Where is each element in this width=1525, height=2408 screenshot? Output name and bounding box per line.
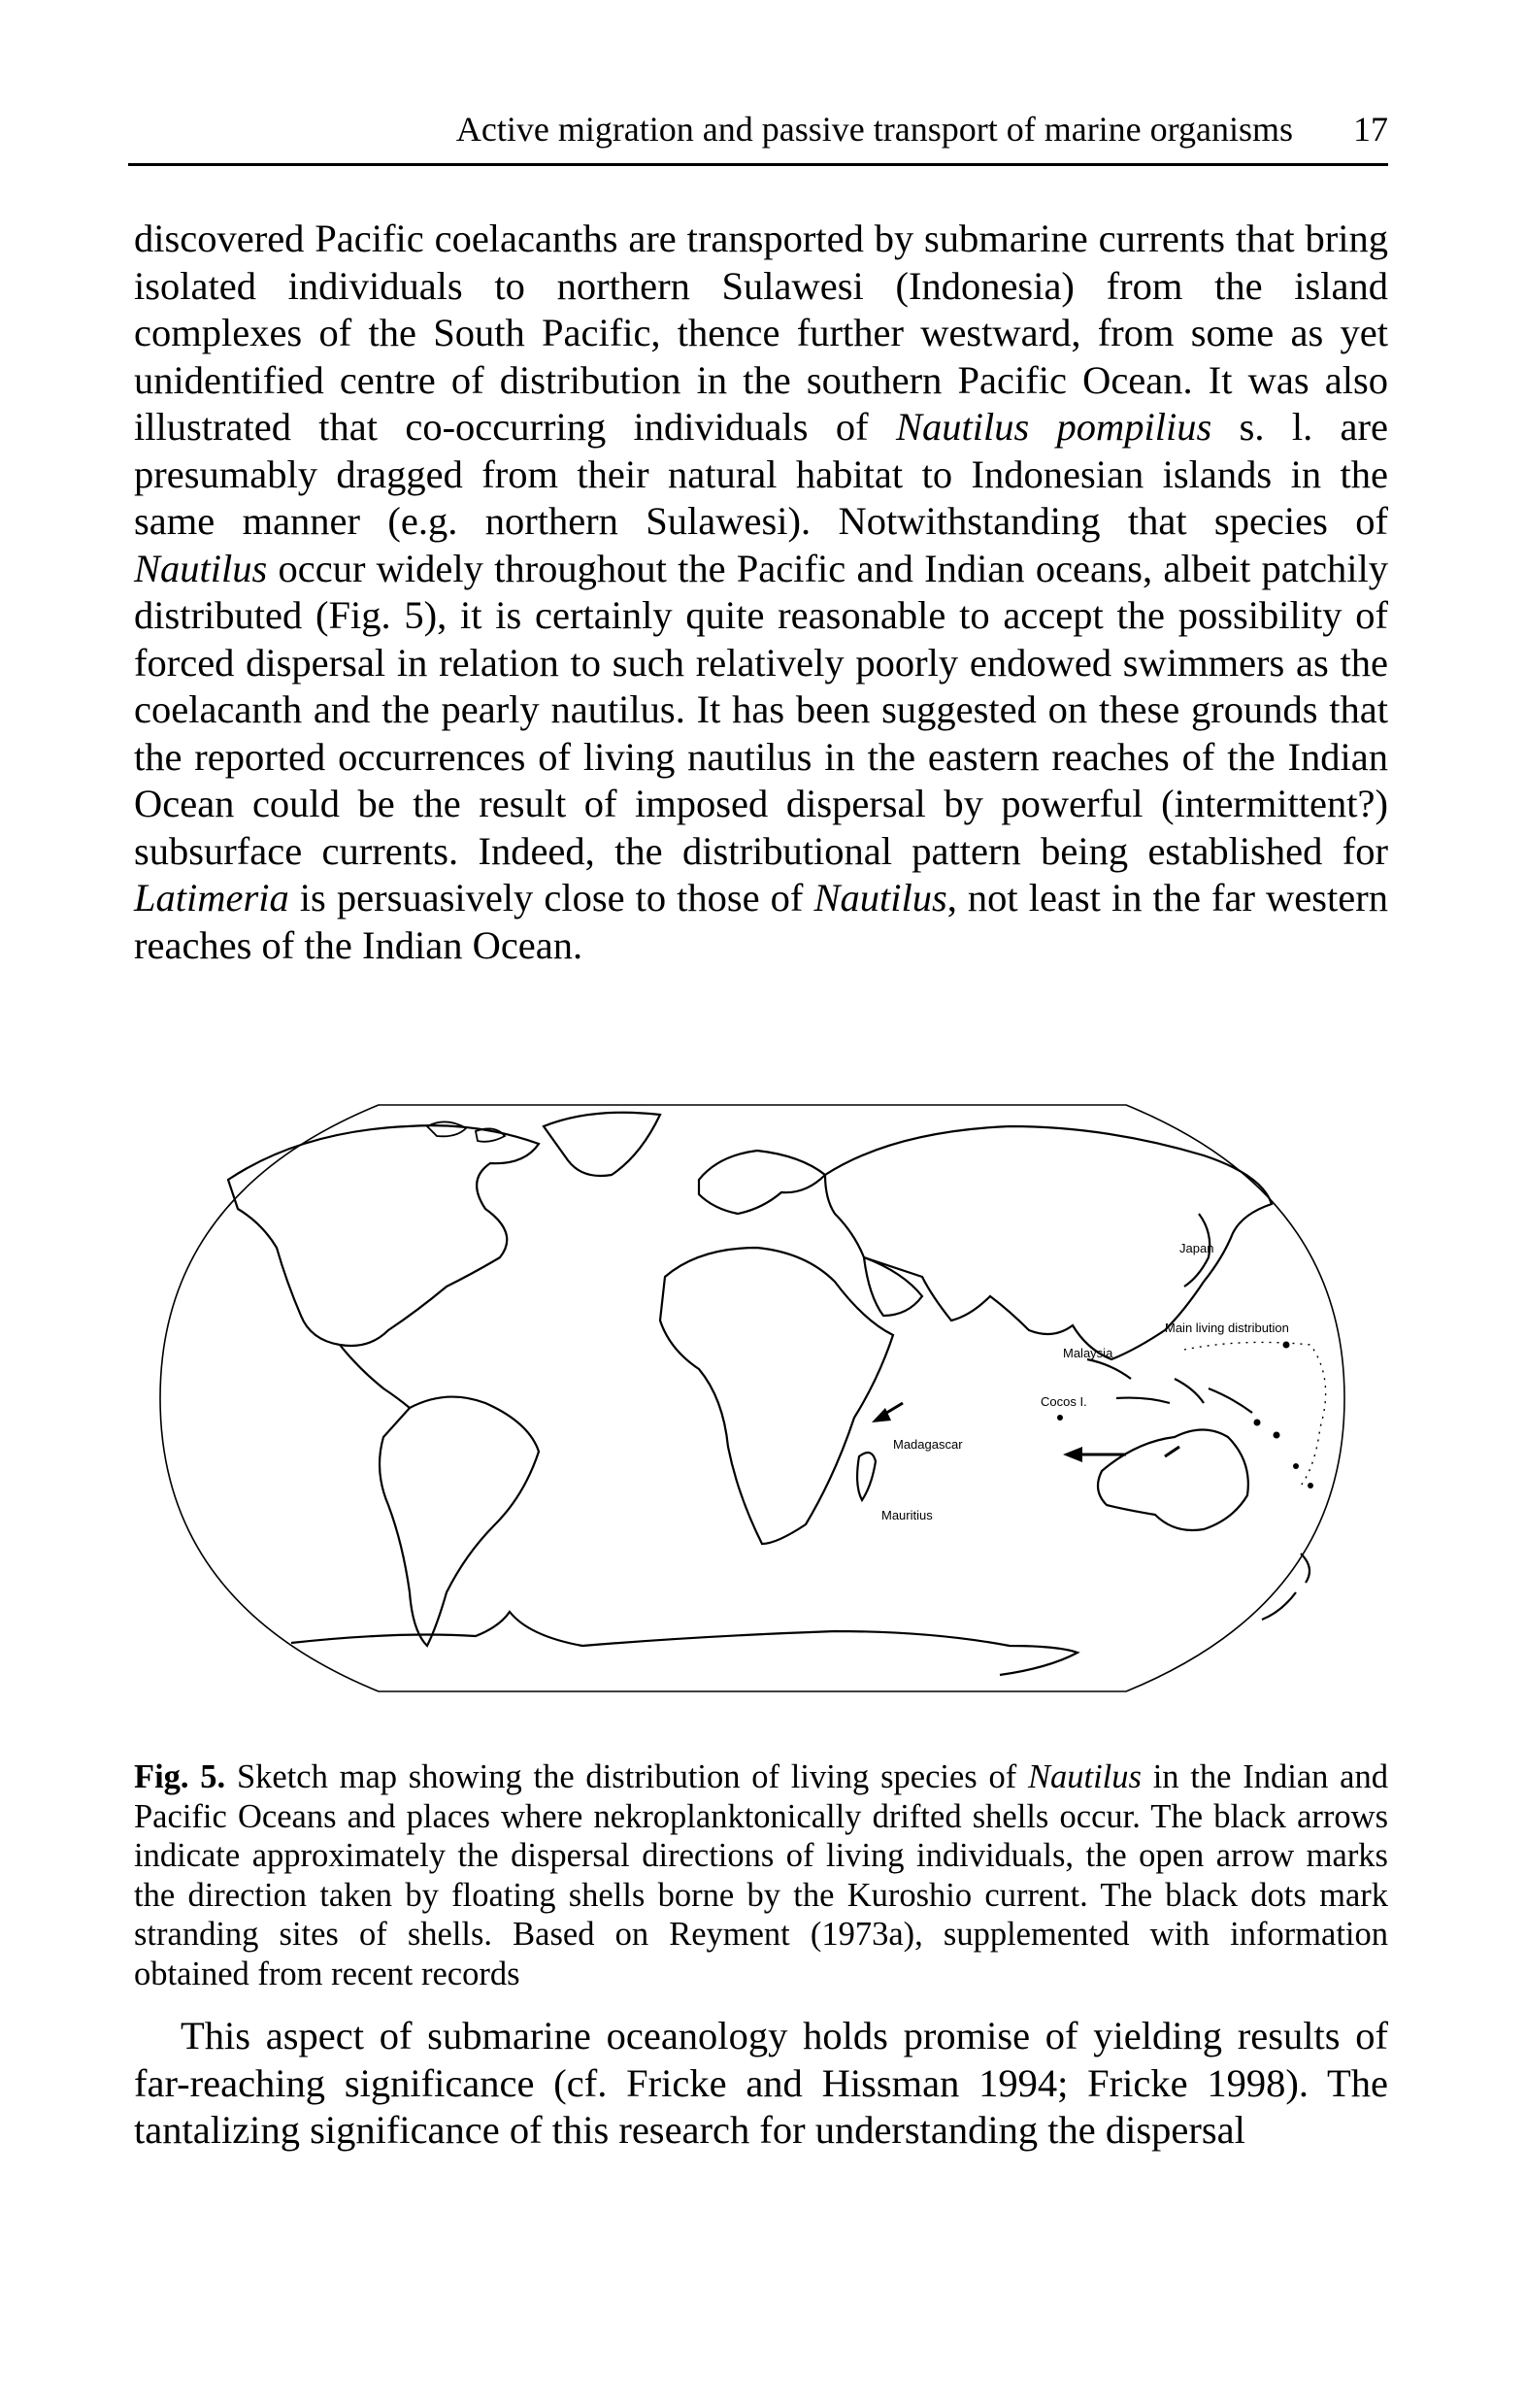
text-segment-italic: Nautilus [134, 546, 268, 590]
caption-segment: in the Indian and Pacific Oceans and places where nekroplanktonically drifted shells occur. The black arrows indicate approximately the dispersal directions of living individuals, the open arrow marks the direction taken by floating shells borne by the Kuroshio current. The black dots mark stranding sites of shells. Based on Reyment (1973a), supplemented with information obtained from recent records [134, 1758, 1388, 1992]
world-map-sketch [155, 1087, 1349, 1709]
greenland-outline [544, 1113, 660, 1176]
australia-outline [1098, 1430, 1248, 1531]
europe-outline [699, 1151, 825, 1214]
label-main-living-distribution: Main living distribution [1165, 1321, 1289, 1335]
figure-world-map [155, 1087, 1349, 1709]
figure-caption [134, 1757, 1388, 1993]
label-madagascar: Madagascar [893, 1437, 963, 1452]
new-zealand-outline [1262, 1554, 1310, 1620]
map-frame [160, 1105, 1344, 1691]
label-japan: Japan [1179, 1241, 1214, 1255]
page-number: 17 [1353, 110, 1388, 149]
text-segment: , not least in the far western reaches of the Indian Ocean. [134, 876, 1388, 967]
stranding-dot [1293, 1463, 1299, 1469]
africa-outline [660, 1248, 893, 1544]
body-paragraph-2: This aspect of submarine oceanology holds promise of yielding results of far-reaching significance (cf. Fricke and Hissman 1994; Fricke 1998). The tantalizing significance of this research for understanding the dispersal [134, 2014, 1388, 2152]
dispersal-arrow-australia [1165, 1447, 1179, 1456]
dispersal-arrowhead-west [1063, 1447, 1082, 1462]
madagascar-outline [857, 1453, 876, 1500]
text-segment-italic: Nautilus pompilius [895, 405, 1212, 449]
text-segment-italic: Latimeria [134, 876, 289, 920]
text-segment: is persuasively close to those of [288, 876, 814, 920]
label-cocos: Cocos I. [1041, 1394, 1087, 1409]
main-distribution-dotted-outline [1184, 1342, 1326, 1486]
running-header [128, 105, 1388, 166]
dispersal-arrowhead-madagascar [872, 1408, 891, 1422]
running-title: Active migration and passive transport of marine organisms [455, 110, 1293, 149]
text-segment: s. l. are presumably dragged from their natural habitat to Indonesian islands in the same manner (e.g. northern Sulawesi). Notwithstanding that species of [134, 405, 1388, 543]
stranding-dot [1057, 1415, 1063, 1421]
central-america-outline [340, 1345, 410, 1408]
stranding-dot [1254, 1420, 1261, 1426]
stranding-dot [1308, 1483, 1313, 1488]
stranding-dot [1274, 1432, 1280, 1439]
north-america-outline [228, 1125, 539, 1346]
text-segment: occur widely throughout the Pacific and Indian oceans, albeit patchily distributed (Fig. 5), it is certainly quite reasonable to accept the possibility of forced dispersal in relation to such relatively poorly endowed swimmers as the coelacanth and the pearly nautilus. It has been suggested on these grounds that the reported occurrences of living nautilus in the eastern reaches of the Indian Ocean could be the result of imposed dispersal by powerful (intermittent?) subsurface currents. Indeed, the distributional pattern being established for [134, 546, 1388, 873]
caption-segment-italic: Nautilus [1028, 1758, 1142, 1795]
body-paragraph-1 [134, 216, 1388, 969]
text-segment: discovered Pacific coelacanths are transported by submarine currents that bring isolated individuals to northern Sulawesi (Indonesia) from the island complexes of the South Pacific, thence further westward, from some as yet unidentified centre of distribution in the southern Pacific Ocean. It was also illustrated that co-occurring individuals of [134, 217, 1388, 449]
antarctica-outline [291, 1612, 1077, 1675]
text-segment-italic: Nautilus [813, 876, 947, 920]
indonesia-outline [1087, 1359, 1252, 1413]
south-america-outline [380, 1397, 539, 1646]
caption-segment: Sketch map showing the distribution of living species of [225, 1758, 1028, 1795]
label-malaysia: Malaysia [1063, 1346, 1113, 1360]
caption-label: Fig. 5. [134, 1758, 226, 1795]
label-mauritius: Mauritius [881, 1508, 933, 1522]
